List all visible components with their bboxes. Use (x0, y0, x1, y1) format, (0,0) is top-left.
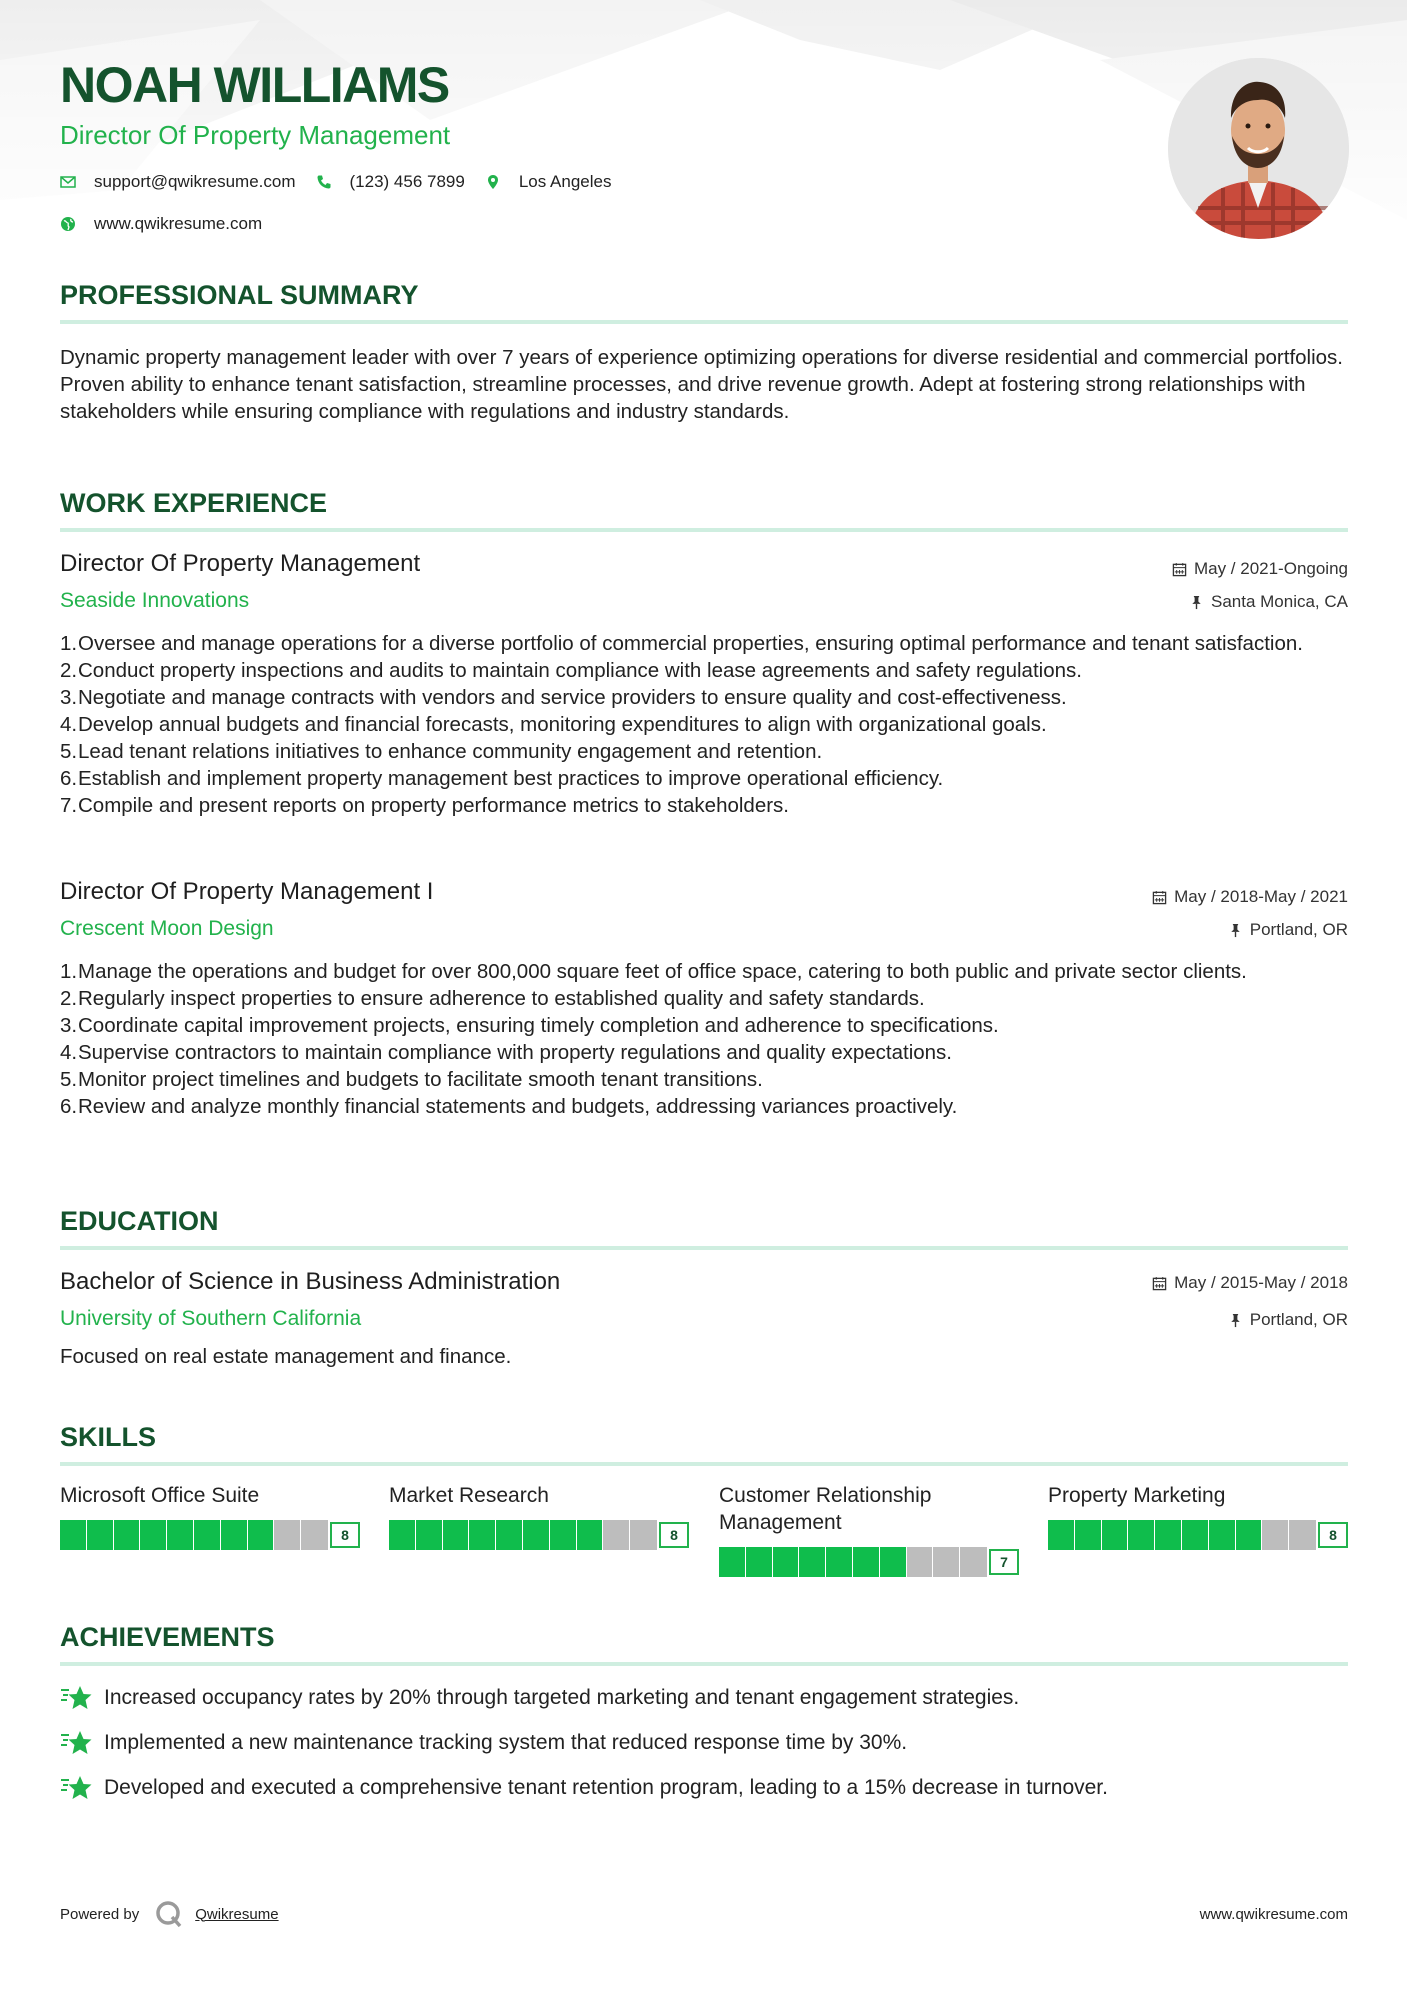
skill-name: Property Marketing (1048, 1484, 1226, 1507)
skill-segment-empty (1289, 1520, 1316, 1550)
list-item: 5. Monitor project timelines and budgets to facilitate smooth tenant transitions. (60, 1068, 763, 1091)
list-item: 6. Establish and implement property management best practices to improve operational efficiency. (60, 767, 944, 790)
skill-bar (60, 1520, 360, 1550)
skill-name: Market Research (389, 1484, 549, 1507)
list-item: 3. Negotiate and manage contracts with vendors and service providers to ensure quality and cost-effectiveness. (60, 686, 1067, 709)
skill-segment-filled (880, 1547, 906, 1577)
skills-heading: SKILLS (60, 1422, 157, 1452)
skill-segment-empty (960, 1547, 987, 1577)
website-row (60, 214, 282, 234)
skill-segment-filled (719, 1547, 745, 1577)
globe-icon (60, 216, 76, 232)
skill-segment-filled (1048, 1520, 1074, 1550)
skill-level-badge: 8 (330, 1522, 360, 1548)
skill-level-badge: 8 (659, 1522, 689, 1548)
qwikresume-logo-icon (155, 1900, 183, 1928)
company-name: Crescent Moon Design (60, 917, 274, 940)
location-item (485, 172, 612, 192)
skill-segment-filled (550, 1520, 576, 1550)
skill-segment-filled (773, 1547, 799, 1577)
skill-segment-empty (933, 1547, 959, 1577)
contact-row (60, 172, 631, 192)
skill-segment-filled (1102, 1520, 1128, 1550)
education-note: Focused on real estate management and finance. (60, 1345, 512, 1368)
education-location (1228, 1310, 1348, 1330)
achievement-item (60, 1729, 907, 1757)
education-heading: EDUCATION (60, 1206, 219, 1236)
skill-segment-filled (523, 1520, 549, 1550)
location-text: Los Angeles (518, 172, 612, 191)
section-divider (60, 1246, 1348, 1250)
skill-level-badge: 8 (1318, 1522, 1348, 1548)
powered-by-text: Powered by (60, 1905, 140, 1923)
website-item[interactable] (60, 214, 262, 234)
skill-item (60, 1482, 360, 1543)
school-name: University of Southern California (60, 1307, 362, 1330)
skill-level-badge: 7 (989, 1549, 1019, 1575)
skill-segment-filled (416, 1520, 442, 1550)
skill-segment-filled (799, 1547, 825, 1577)
summary-text: Dynamic property management leader with over 7 years of experience optimizing operations for diverse residential and commercial portfolios. Proven ability to enhance tenant satisfaction, streamline processes, and drive revenue growth. Adept at fostering strong relationships with stakeholders while ensuring compliance with regulations and industry standards. (60, 346, 1344, 423)
list-item: 3. Coordinate capital improvement projects, ensuring timely completion and adherence to specifications. (60, 1014, 999, 1037)
job-dates (1172, 559, 1348, 579)
education-dates (1152, 1273, 1348, 1293)
skill-segment-filled (577, 1520, 603, 1550)
skill-segment-filled (167, 1520, 193, 1550)
skill-segment-filled (1236, 1520, 1262, 1550)
skill-bar (1048, 1520, 1348, 1550)
envelope-icon (60, 174, 76, 190)
star-icon (60, 1729, 92, 1757)
section-divider (60, 1662, 1348, 1666)
job-bullets (60, 630, 1348, 819)
job-location (1189, 592, 1348, 612)
section-divider (60, 1462, 1348, 1466)
list-item: 4. Develop annual budgets and financial forecasts, monitoring expenditures to align with organizational goals. (60, 713, 1047, 736)
experience-heading: WORK EXPERIENCE (60, 488, 328, 518)
list-item: 2. Conduct property inspections and audits to maintain compliance with lease agreements and safety regulations. (60, 659, 1082, 682)
skill-segment-filled (746, 1547, 772, 1577)
job-dates-text: May / 2018-May / 2021 (1174, 887, 1348, 906)
achievement-text: Developed and executed a comprehensive tenant retention program, leading to a 15% decrease in turnover. (104, 1776, 1108, 1799)
pushpin-icon (1228, 1313, 1243, 1328)
skill-bar (389, 1520, 689, 1550)
job-location-text: Portland, OR (1249, 920, 1348, 939)
footer-powered-by (60, 1900, 279, 1928)
website-text[interactable]: www.qwikresume.com (94, 214, 263, 233)
skill-item (1048, 1482, 1348, 1543)
footer-website[interactable]: www.qwikresume.com (1199, 1906, 1348, 1923)
phone-item (316, 172, 465, 192)
list-item: 1. Manage the operations and budget for over 800,000 square feet of office space, catering to both public and private sector clients. (60, 960, 1247, 983)
star-icon (60, 1774, 92, 1802)
skill-segment-filled (389, 1520, 415, 1550)
list-item: 7. Compile and present reports on property performance metrics to stakeholders. (60, 794, 790, 817)
brand-link[interactable]: Qwikresume (195, 1905, 279, 1923)
achievements-heading: ACHIEVEMENTS (60, 1622, 275, 1652)
job-title: Director Of Property Management (60, 550, 421, 577)
skill-segment-filled (496, 1520, 522, 1550)
skill-segment-filled (469, 1520, 495, 1550)
skill-segment-empty (274, 1520, 300, 1550)
education-location-text: Portland, OR (1249, 1310, 1348, 1329)
list-item: 5. Lead tenant relations initiatives to enhance community engagement and retention. (60, 740, 823, 763)
skill-segment-filled (221, 1520, 247, 1550)
calendar-icon (1152, 1276, 1167, 1291)
skill-segment-filled (140, 1520, 166, 1550)
star-icon (60, 1684, 92, 1712)
skill-name: Microsoft Office Suite (60, 1484, 260, 1507)
skill-segment-filled (1182, 1520, 1208, 1550)
skill-bar (719, 1547, 1019, 1577)
job-dates-text: May / 2021-Ongoing (1193, 559, 1348, 578)
list-item: 4. Supervise contractors to maintain compliance with property regulations and quality expectations. (60, 1041, 952, 1064)
section-divider (60, 320, 1348, 324)
skill-segment-filled (1155, 1520, 1181, 1550)
email-item[interactable] (60, 172, 296, 192)
portrait-illustration (1168, 58, 1349, 239)
education-dates-text: May / 2015-May / 2018 (1174, 1273, 1348, 1292)
company-name: Seaside Innovations (60, 589, 250, 612)
skill-segment-filled (1128, 1520, 1154, 1550)
email-text[interactable]: support@qwikresume.com (94, 172, 296, 191)
summary-heading: PROFESSIONAL SUMMARY (60, 280, 419, 310)
job-location-text: Santa Monica, CA (1210, 592, 1348, 611)
skill-segment-filled (1209, 1520, 1235, 1550)
skill-item (719, 1482, 1019, 1570)
skill-segment-empty (301, 1520, 328, 1550)
list-item: 6. Review and analyze monthly financial statements and budgets, addressing variances proactively. (60, 1095, 958, 1118)
section-divider (60, 528, 1348, 532)
skill-segment-empty (603, 1520, 629, 1550)
avatar (1168, 58, 1349, 239)
achievement-text: Implemented a new maintenance tracking system that reduced response time by 30%. (104, 1731, 908, 1754)
skill-segment-empty (907, 1547, 933, 1577)
skill-segment-filled (826, 1547, 852, 1577)
phone-text: (123) 456 7899 (349, 172, 465, 191)
candidate-name: NOAH WILLIAMS (60, 57, 449, 113)
skill-name: Customer Relationship Management (719, 1484, 932, 1534)
calendar-icon (1172, 562, 1187, 577)
skill-segment-empty (630, 1520, 657, 1550)
calendar-icon (1152, 890, 1167, 905)
skill-segment-filled (87, 1520, 113, 1550)
candidate-title: Director Of Property Management (60, 120, 451, 150)
pushpin-icon (1189, 595, 1204, 610)
skill-segment-filled (1075, 1520, 1101, 1550)
skill-segment-filled (443, 1520, 469, 1550)
job-bullets (60, 958, 1348, 1120)
achievement-text: Increased occupancy rates by 20% through targeted marketing and tenant engagement strategies. (104, 1686, 1020, 1709)
skill-segment-filled (853, 1547, 879, 1577)
map-pin-icon (485, 174, 501, 190)
skill-segment-empty (1262, 1520, 1288, 1550)
job-title: Director Of Property Management I (60, 878, 434, 905)
skill-segment-filled (114, 1520, 140, 1550)
achievement-item (60, 1774, 1108, 1802)
degree-title: Bachelor of Science in Business Administration (60, 1268, 561, 1295)
list-item: 2. Regularly inspect properties to ensure adherence to established quality and safety standards. (60, 987, 925, 1010)
phone-icon (316, 174, 332, 190)
skill-segment-filled (248, 1520, 274, 1550)
list-item: 1. Oversee and manage operations for a diverse portfolio of commercial properties, ensuring optimal performance and tenant satisfaction. (60, 632, 1303, 655)
skill-item (389, 1482, 689, 1543)
job-dates (1152, 887, 1348, 907)
pushpin-icon (1228, 923, 1243, 938)
achievement-item (60, 1684, 1019, 1712)
skill-segment-filled (60, 1520, 86, 1550)
skill-segment-filled (194, 1520, 220, 1550)
job-location (1228, 920, 1348, 940)
